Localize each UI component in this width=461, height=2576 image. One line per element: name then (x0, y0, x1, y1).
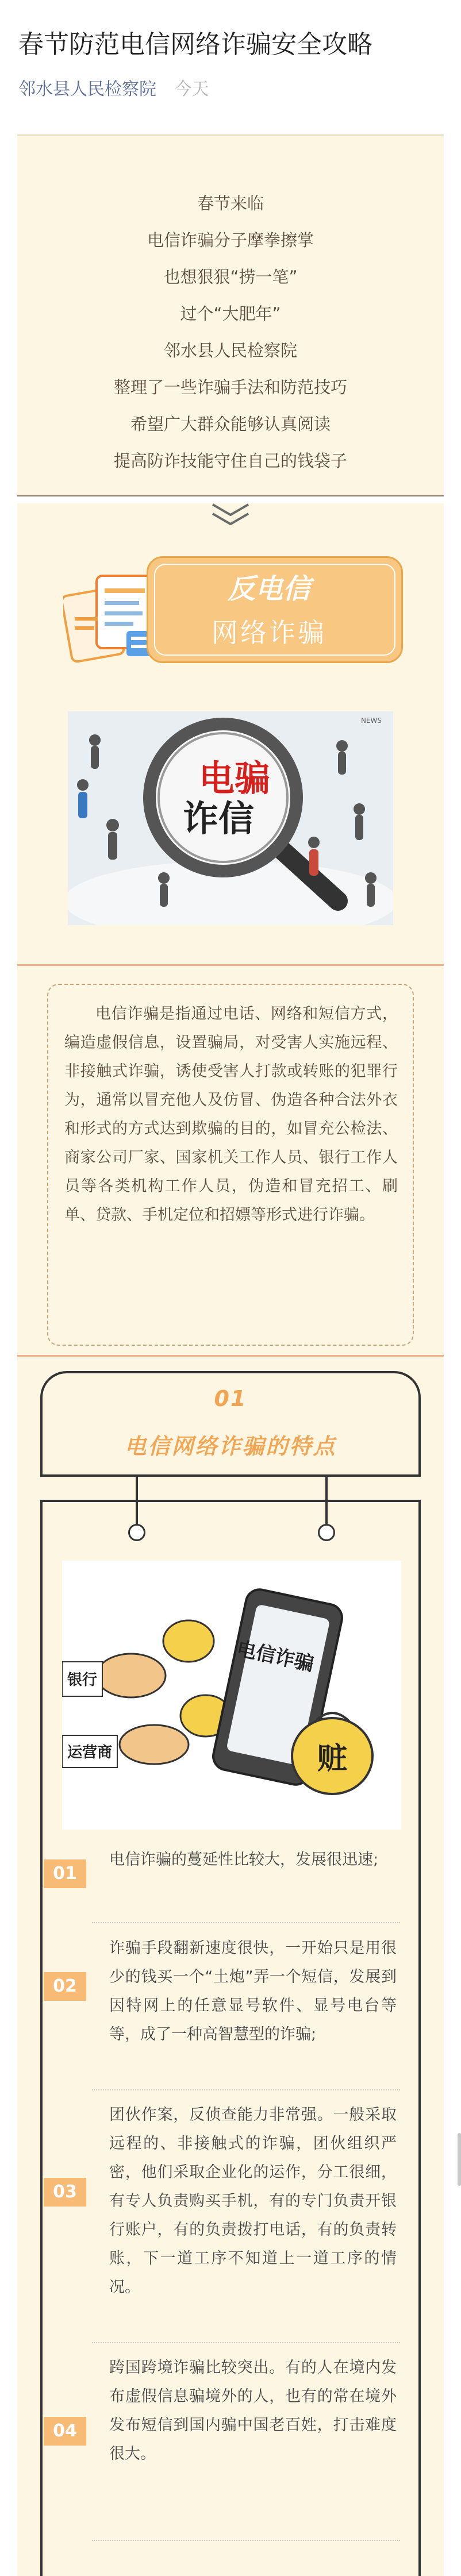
intro-panel (17, 134, 444, 496)
publish-date: 今天 (174, 79, 209, 99)
item-number-badge: 02 (44, 1972, 86, 2001)
banner-subtitle: 网络诈骗 (212, 617, 326, 648)
intro-line: 电信诈骗分子摩拳擦掌 (147, 230, 314, 250)
fraud-magnifier-photo (68, 711, 393, 925)
item-divider (92, 1922, 400, 1923)
feature-text: 跨国跨境诈骗比较突出。有的人在境内发布虚假信息骗境外的人，也有的常在境外发布短信到国内骗中国老百姓，打击难度很大。 (109, 2359, 397, 2463)
feature-text: 电信诈骗的蔓延性比较大，发展很迅速; (109, 1851, 379, 1869)
feature-text: 诈骗手段翻新速度很快，一开始只是用很少的钱买一个“土炮”弄一个短信，发展到因特网上的任意显号软件、显号电台等等，成了一种高智慧型的诈骗; (109, 1939, 397, 2043)
intro-line: 整理了一些诈骗手法和防范技巧 (113, 378, 347, 397)
phone-text: 电信诈骗 (235, 1637, 316, 1676)
photo-watermark: NEWS (360, 717, 382, 725)
item-divider (92, 2540, 400, 2541)
ring-icon (128, 1524, 145, 1541)
hanger-line (325, 1474, 328, 1528)
definition-box (47, 984, 414, 1346)
item-number-badge: 04 (44, 2417, 86, 2446)
sign-text-bottom: 诈信 (182, 798, 255, 840)
article-title: 春节防范电信网络诈骗安全攻略 (18, 30, 372, 59)
carrier-label: 运营商 (67, 1744, 113, 1761)
divider-line (17, 964, 444, 966)
intro-line: 也想狠狠“捞一笔” (163, 267, 298, 287)
section-header (40, 1371, 421, 1474)
anti-fraud-banner (147, 556, 403, 663)
section-number: 01 (214, 1386, 247, 1411)
section-title: 电信网络诈骗的特点 (124, 1434, 337, 1459)
ring-icon (318, 1524, 335, 1541)
intro-line: 过个“大肥年” (180, 304, 281, 324)
intro-line: 邻水县人民检察院 (163, 341, 297, 360)
sign-text-top: 电骗 (198, 757, 271, 799)
intro-line: 春节来临 (197, 194, 264, 213)
item-number-badge: 03 (44, 2178, 86, 2207)
item-number-badge: 01 (44, 1859, 86, 1888)
definition-text: 电信诈骗是指通过电话、网络和短信方式，编造虚假信息，设置骗局，对受害人实施远程、非接触式诈骗，诱使受害人打款或转账的犯罪行为，通常以冒充他人及仿冒、伪造各种合法外衣和形式的方式达到欺骗的目的，如冒充公检法、商家公司厂家、国家机关工作人员、银行工作人员等各类机构工作人员，伪造和冒充招工、刷单、贷款、手机定位和招嫖等形式进行诈骗。 (64, 1005, 398, 1224)
bank-label: 银行 (67, 1672, 98, 1689)
item-divider (92, 2342, 400, 2343)
divider-line (17, 495, 444, 496)
feature-text: 团伙作案，反侦查能力非常强。一般采取远程的、非接触式的诈骗，团伙组织严密，他们采取企业化的运作，分工很细，有专人负责购买手机，有的专门负责开银行账户，有的负责拨打电话，有的负责转账，下一道工序不知道上一道工序的情况。 (109, 2106, 397, 2296)
account-name-link[interactable]: 邻水县人民检察院 (18, 79, 156, 99)
item-divider (92, 2089, 400, 2090)
banner-title: 反电信 (227, 573, 310, 605)
hanger-line (136, 1474, 138, 1528)
scrollbar-thumb[interactable] (458, 2133, 461, 2186)
fraud-cartoon-image (62, 1561, 401, 1830)
article-meta (18, 78, 209, 101)
chevron-down-icon (210, 500, 251, 534)
section-rule (40, 1474, 421, 1477)
divider-line (17, 1355, 444, 1357)
intro-line: 希望广大群众能够认真阅读 (130, 414, 331, 434)
stolen-bag-text: 赃 (317, 1742, 348, 1776)
intro-line: 提高防诈技能守住自己的钱袋子 (113, 451, 347, 471)
